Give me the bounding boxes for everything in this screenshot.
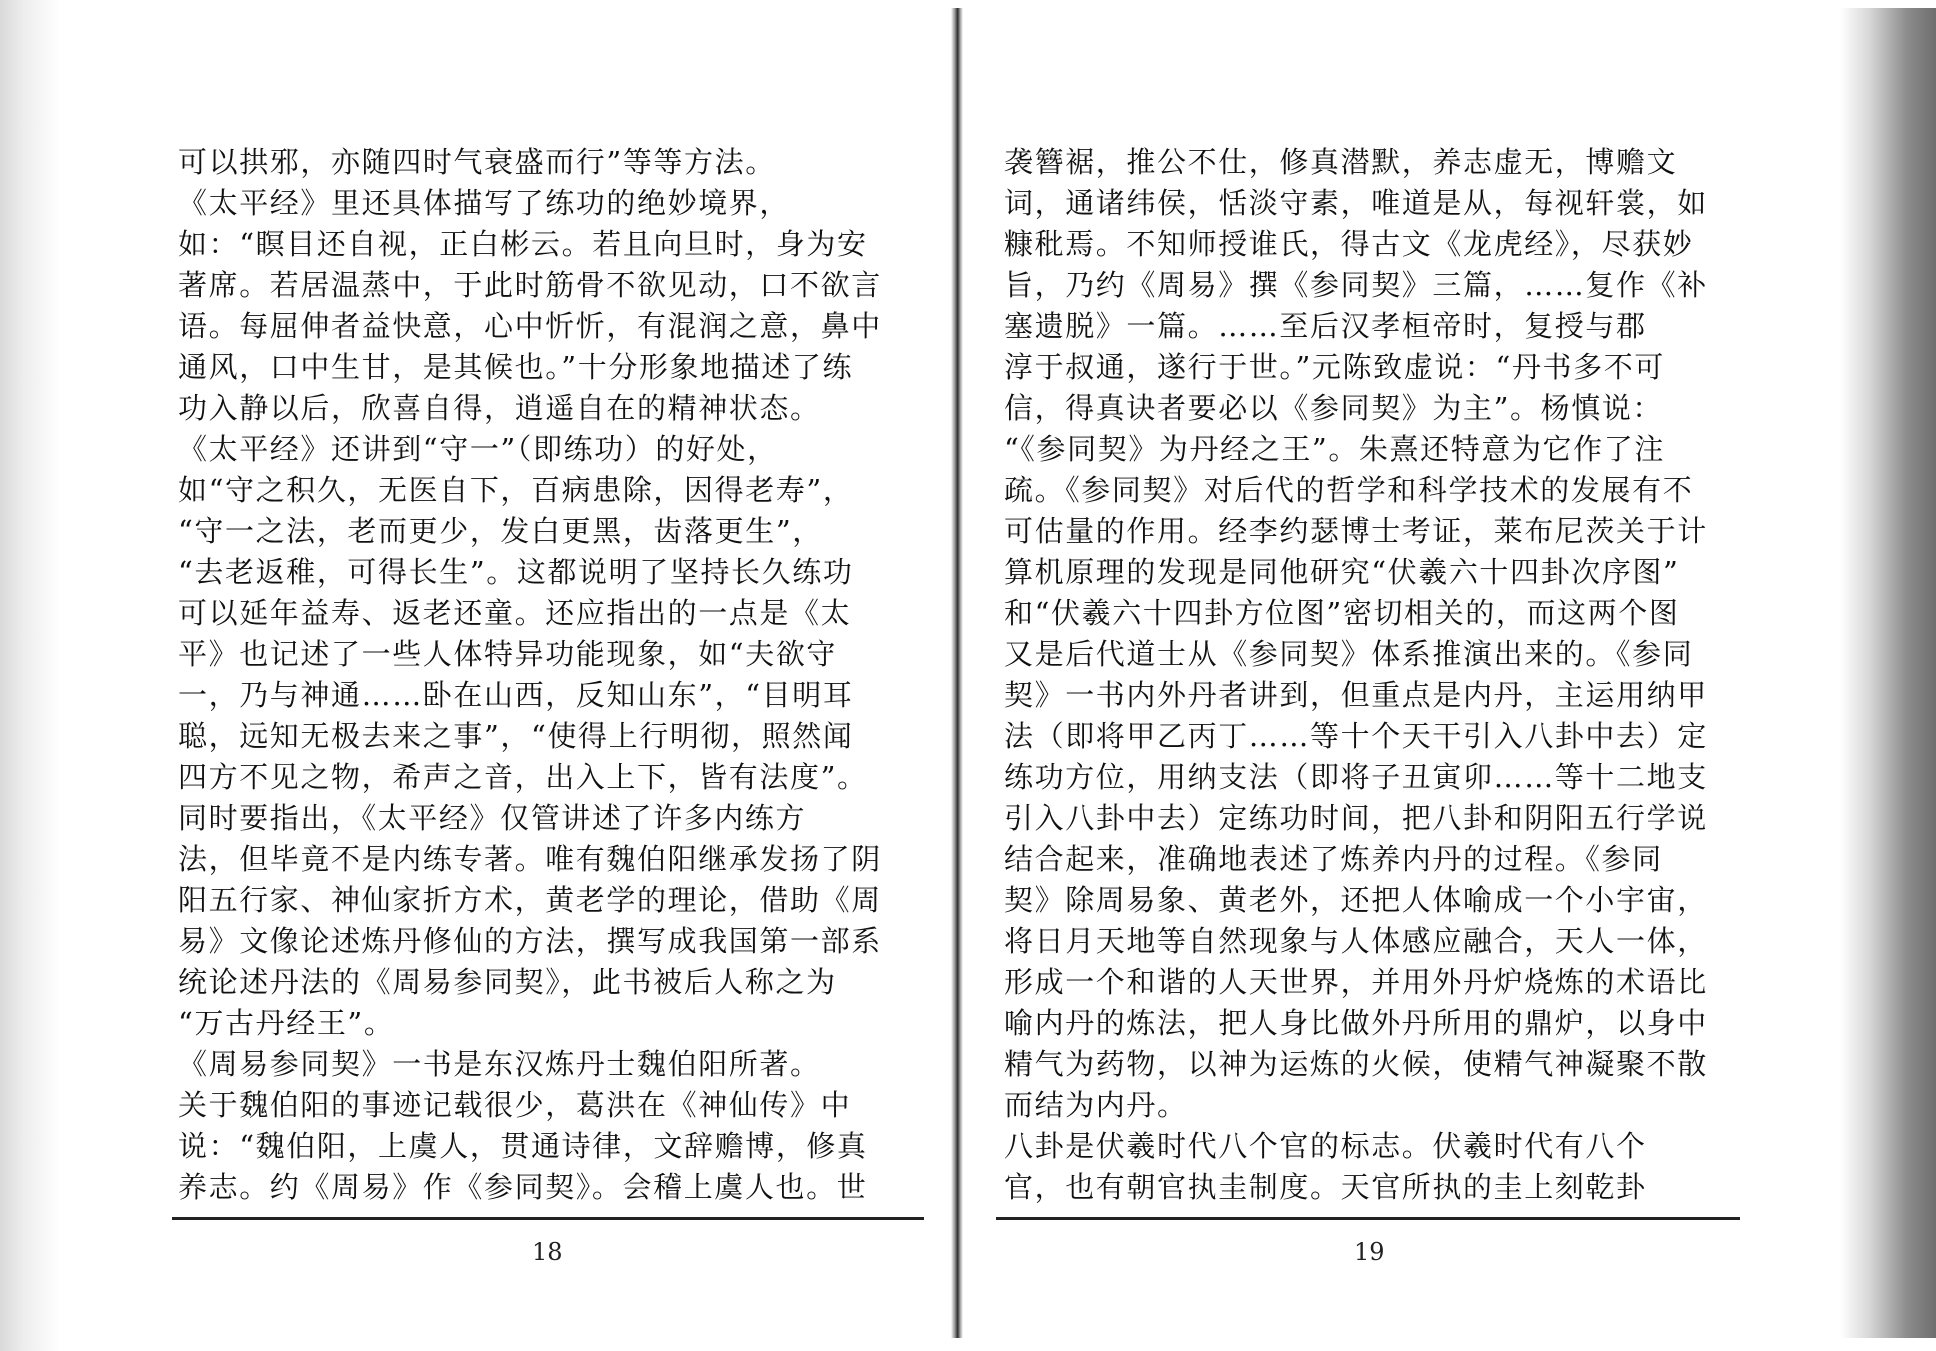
text-line: 旨，乃约《周易》撰《参同契》三篇，……复作《补: [1004, 268, 1708, 302]
right-page-footer-rule: [996, 1217, 1740, 1220]
book-gutter: [951, 8, 963, 1338]
text-line: 《太平经》还讲到“守一”（即练功）的好处，: [178, 432, 778, 466]
text-line: 和“伏羲六十四卦方位图”密切相关的，而这两个图: [1004, 596, 1680, 630]
text-line: 可估量的作用。经李约瑟博士考证，莱布尼茨关于计: [1004, 514, 1708, 548]
text-line: “《参同契》为丹经之王”。朱熹还特意为它作了注: [1004, 432, 1665, 466]
text-line: 淳于叔通，遂行于世。”元陈致虚说：“丹书多不可: [1004, 350, 1665, 384]
scan-edge-right: [1840, 8, 1936, 1338]
text-line: 引入八卦中去）定练功时间，把八卦和阴阳五行学说: [1004, 801, 1708, 835]
text-line: 结合起来，准确地表述了炼养内丹的过程。《参同: [1004, 842, 1663, 876]
text-line: “去老返稚，可得长生”。这都说明了坚持长久练功: [178, 555, 854, 589]
left-page-text: [178, 142, 922, 1208]
text-line: 词，通诸纬侯，恬淡守素，唯道是从，每视轩裳，如: [1004, 186, 1708, 220]
text-line: 关于魏伯阳的事迹记载很少，葛洪在《神仙传》中: [178, 1088, 852, 1122]
text-line: 可以延年益寿、返老还童。还应指出的一点是《太: [178, 596, 852, 630]
text-line: 通风，口中生甘，是其候也。”十分形象地描述了练: [178, 350, 854, 384]
text-line: “万古丹经王”。: [178, 1006, 395, 1040]
text-line: 阳五行家、神仙家折方术，黄老学的理论，借助《周: [178, 883, 882, 917]
text-line: 统论述丹法的《周易参同契》，此书被后人称之为: [178, 965, 837, 999]
text-line: 袭簪裾，推公不仕，修真潜默，养志虚无，博赡文: [1004, 145, 1678, 179]
text-line: 易》文像论述炼丹修仙的方法，撰写成我国第一部系: [178, 924, 882, 958]
text-line: 而结为内丹。: [1004, 1088, 1188, 1122]
text-line: 说：“魏伯阳，上虞人，贯通诗律，文辞赡博，修真: [178, 1129, 868, 1163]
text-line: 塞遗脱》一篇。……至后汉孝桓帝时，复授与郡: [1004, 309, 1647, 343]
text-line: 聪，远知无极去来之事”，“使得上行明彻，照然闻: [178, 719, 854, 753]
text-line: 喻内丹的炼法，把人身比做外丹所用的鼎炉，以身中: [1004, 1006, 1708, 1040]
text-line: 契》一书内外丹者讲到，但重点是内丹，主运用纳甲: [1004, 678, 1708, 712]
text-line: “守一之法，老而更少，发白更黑，齿落更生”，: [178, 514, 823, 548]
text-line: 又是后代道士从《参同契》体系推演出来的。《参同: [1004, 637, 1694, 671]
text-line: 平》也记述了一些人体特异功能现象，如“夫欲守: [178, 637, 838, 671]
text-line: 《周易参同契》一书是东汉炼丹士魏伯阳所著。: [178, 1047, 821, 1081]
scan-edge-left: [0, 0, 60, 1351]
text-line: 四方不见之物，希声之音，出入上下，皆有法度”。: [178, 760, 868, 794]
text-line: 法（即将甲乙丙丁……等十个天干引入八卦中去）定: [1004, 719, 1708, 753]
text-line: 功入静以后，欣喜自得，逍遥自在的精神状态。: [178, 391, 821, 425]
text-line: 可以拱邪，亦随四时气衰盛而行”等等方法。: [178, 145, 776, 179]
text-line: 精气为药物，以神为运炼的火候，使精气神凝聚不散: [1004, 1047, 1708, 1081]
text-line: 练功方位，用纳支法（即将子丑寅卯……等十二地支: [1004, 760, 1708, 794]
text-line: 法，但毕竟不是内练专著。唯有魏伯阳继承发扬了阴: [178, 842, 882, 876]
text-line: 算机原理的发现是同他研究“伏羲六十四卦次序图”: [1004, 555, 1680, 589]
text-line: 官，也有朝官执圭制度。天官所执的圭上刻乾卦: [1004, 1170, 1647, 1204]
text-line: 如：“瞑目还自视，正白彬云。若且向旦时，身为安: [178, 227, 868, 261]
text-line: 如“守之积久，无医自下，百病患除，因得老寿”，: [178, 473, 854, 507]
text-line: 将日月天地等自然现象与人体感应融合，天人一体，: [1004, 924, 1708, 958]
right-page-number: 19: [1354, 1238, 1385, 1266]
text-line: 疏。《参同契》对后代的哲学和科学技术的发展有不: [1004, 473, 1694, 507]
text-line: 信，得真诀者要必以《参同契》为主”。杨慎说：: [1004, 391, 1664, 425]
text-line: 八卦是伏羲时代八个官的标志。伏羲时代有八个: [1004, 1129, 1647, 1163]
text-line: 形成一个和谐的人天世界，并用外丹炉烧炼的术语比: [1004, 965, 1708, 999]
text-line: 著席。若居温蒸中，于此时筋骨不欲见动，口不欲言: [178, 268, 882, 302]
text-line: 契》除周易象、黄老外，还把人体喻成一个小宇宙，: [1004, 883, 1708, 917]
text-line: 一，乃与神通……卧在山西，反知山东”，“目明耳: [178, 678, 854, 712]
text-line: 糠秕焉。不知师授谁氏，得古文《龙虎经》，尽获妙: [1004, 227, 1694, 261]
text-line: 《太平经》里还具体描写了练功的绝妙境界，: [178, 186, 791, 220]
text-line: 养志。约《周易》作《参同契》。会稽上虞人也。世: [178, 1170, 868, 1204]
text-line: 同时要指出，《太平经》仅管讲述了许多内练方: [178, 801, 807, 835]
left-page-footer-rule: [172, 1217, 924, 1220]
text-line: 语。每屈伸者益快意，心中忻忻，有混润之意，鼻中: [178, 309, 882, 343]
right-page-text: [1004, 142, 1746, 1208]
left-page-number: 18: [532, 1238, 563, 1266]
